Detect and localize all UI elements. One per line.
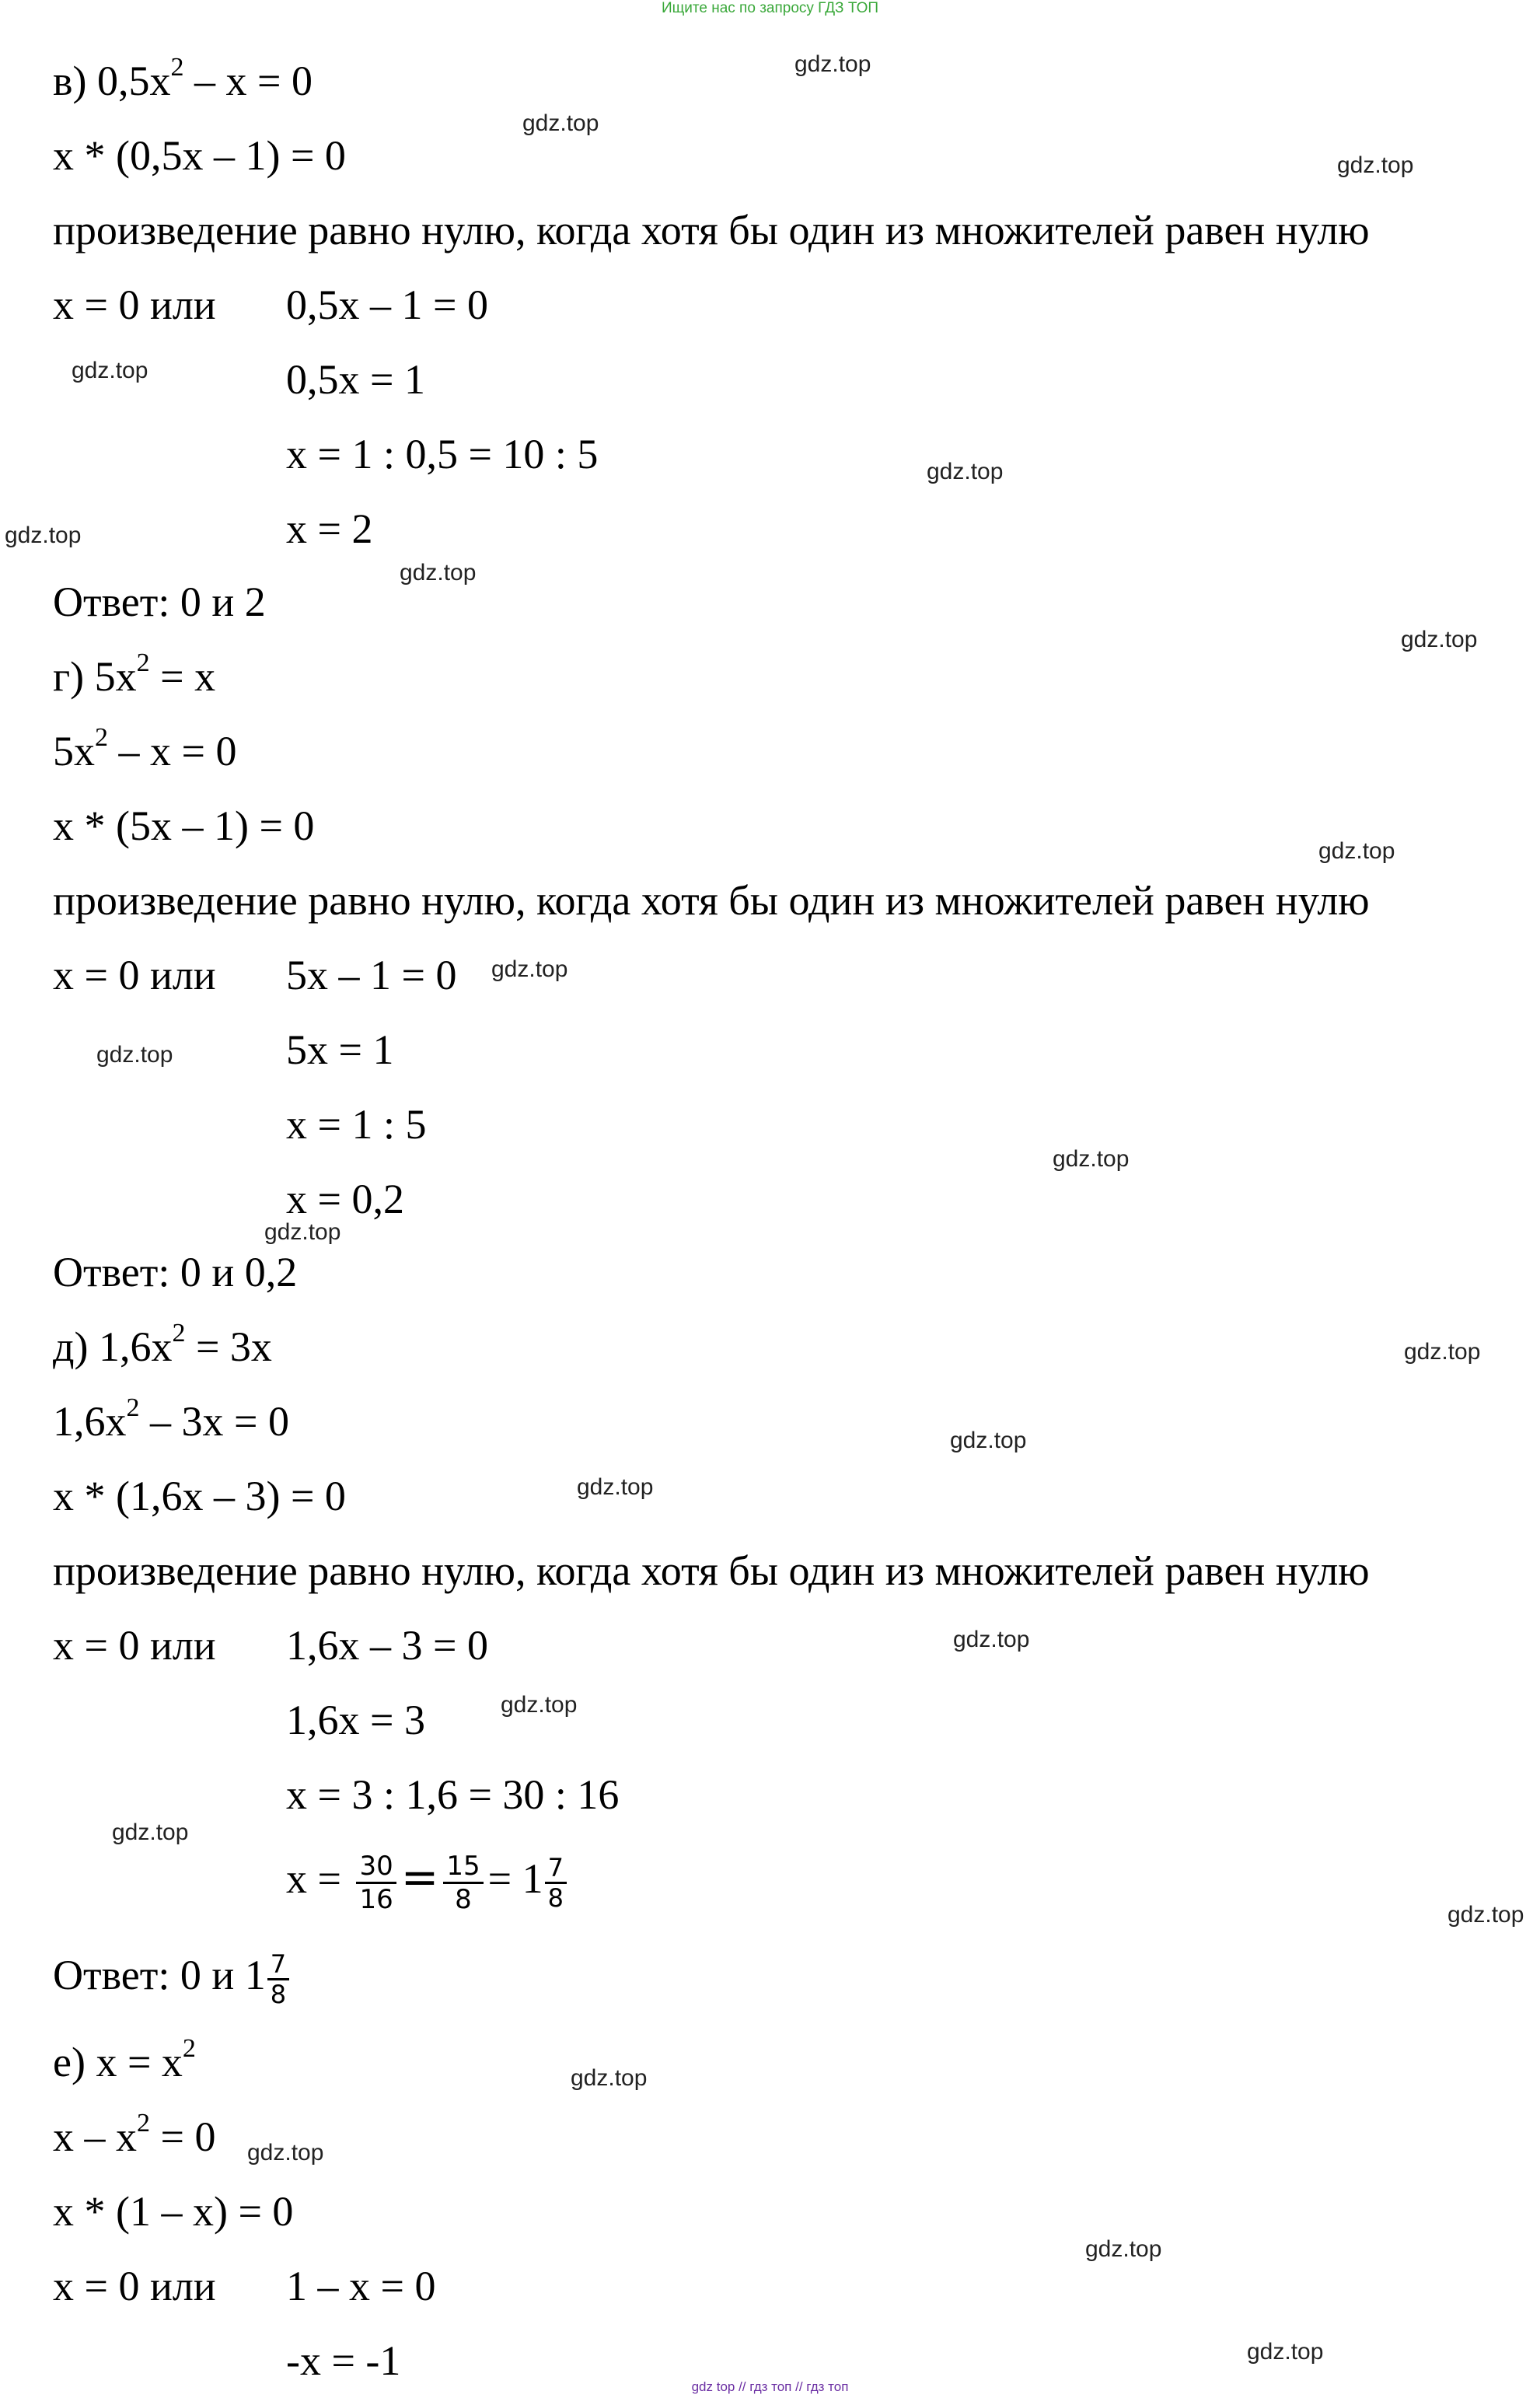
equation-line: x = 0 или [53,2263,216,2309]
watermark: gdz.top [1404,1339,1481,1365]
watermark: gdz.top [1447,1902,1524,1928]
equation-line: $x - x^2 = 0$ [53,2109,216,2160]
watermark: gdz.top [247,2140,324,2166]
watermark: gdz.top [491,956,568,982]
fraction: $\frac{30}{16}$ [356,1851,396,1915]
watermark: gdz.top [571,2065,648,2091]
watermark: gdz.top [577,1474,654,1500]
equation-line: $5x^2 - x = 0$ [53,723,237,774]
fraction-equation-line: x = $\frac{30}{16}$ = $\frac{15}{8}$ = 1 $\frac{7}{8}$ [286,1851,568,1915]
equation-line: 1 – x = 0 [286,2263,436,2309]
equation-line: 0,5x = 1 [286,356,425,403]
top-banner: Ищите нас по запросу ГДЗ ТОП [661,0,879,16]
watermark: gdz.top [794,51,871,77]
part-d-heading: д) $1,6x^2 = 3x$ [53,1319,272,1370]
part-g-heading: г) $5x^2 = x$ [53,648,216,700]
equation-line: x * (0,5x – 1) = 0 [53,132,346,179]
answer-line: Ответ: 0 и 2 [53,579,266,625]
footer-credits: gdz top // гдз топ // гдз топ [691,2379,849,2394]
equation-line: x * (5x – 1) = 0 [53,802,315,849]
watermark: gdz.top [96,1042,173,1068]
watermark: gdz.top [400,560,477,586]
watermark: gdz.top [264,1219,341,1245]
watermark: gdz.top [953,1627,1030,1652]
equation-line: x * (1 – x) = 0 [53,2188,294,2235]
equation-line: x = 0 или [53,281,216,328]
fraction: $\frac{7}{8}$ [545,1854,567,1912]
equation-line: x = 0 или [53,952,216,998]
watermark: gdz.top [522,110,599,136]
equation-line: 1,6x = 3 [286,1697,425,1743]
watermark: gdz.top [72,358,148,383]
explanation-line: произведение равно нулю, когда хотя бы один из множителей равен нулю [53,1547,1370,1594]
equation-line: 5x = 1 [286,1026,394,1073]
part-e-heading: е) $x = x^2$ [53,2034,196,2085]
explanation-line: произведение равно нулю, когда хотя бы один из множителей равен нулю [53,207,1370,253]
fraction: $\frac{7}{8}$ [267,1950,289,2008]
watermark: gdz.top [112,1819,189,1845]
watermark: gdz.top [1085,2236,1162,2262]
equation-line: -x = -1 [286,2337,401,2384]
equation-line: x = 0 или [53,1622,216,1669]
watermark: gdz.top [1247,2339,1324,2365]
watermark: gdz.top [1401,627,1478,652]
watermark: gdz.top [501,1692,578,1718]
watermark: gdz.top [927,459,1004,484]
equation-line: x = 1 : 5 [286,1101,427,1148]
answer-line: Ответ: 0 и 1 $\frac{7}{8}$ [53,1950,291,2008]
watermark: gdz.top [1053,1146,1130,1172]
equation-line: 1,6x – 3 = 0 [286,1622,488,1669]
watermark: gdz.top [1318,838,1395,864]
part-v-heading: в) $0,5x^2 - x = 0$ [53,53,313,104]
equation-line: $1,6x^2 - 3x = 0$ [53,1393,289,1445]
watermark: gdz.top [5,523,82,548]
equation-line: 0,5x – 1 = 0 [286,281,488,328]
equation-line: x = 1 : 0,5 = 10 : 5 [286,431,599,477]
watermark: gdz.top [1337,152,1414,178]
watermark: gdz.top [950,1428,1027,1453]
answer-line: Ответ: 0 и 0,2 [53,1249,298,1295]
equation-line: x * (1,6x – 3) = 0 [53,1473,346,1519]
equation-line: x = 2 [286,505,373,552]
fraction: $\frac{15}{8}$ [443,1851,483,1915]
explanation-line: произведение равно нулю, когда хотя бы один из множителей равен нулю [53,877,1370,924]
equation-line: x = 0,2 [286,1176,404,1222]
equation-line: 5x – 1 = 0 [286,952,457,998]
equation-line: x = 3 : 1,6 = 30 : 16 [286,1771,620,1818]
